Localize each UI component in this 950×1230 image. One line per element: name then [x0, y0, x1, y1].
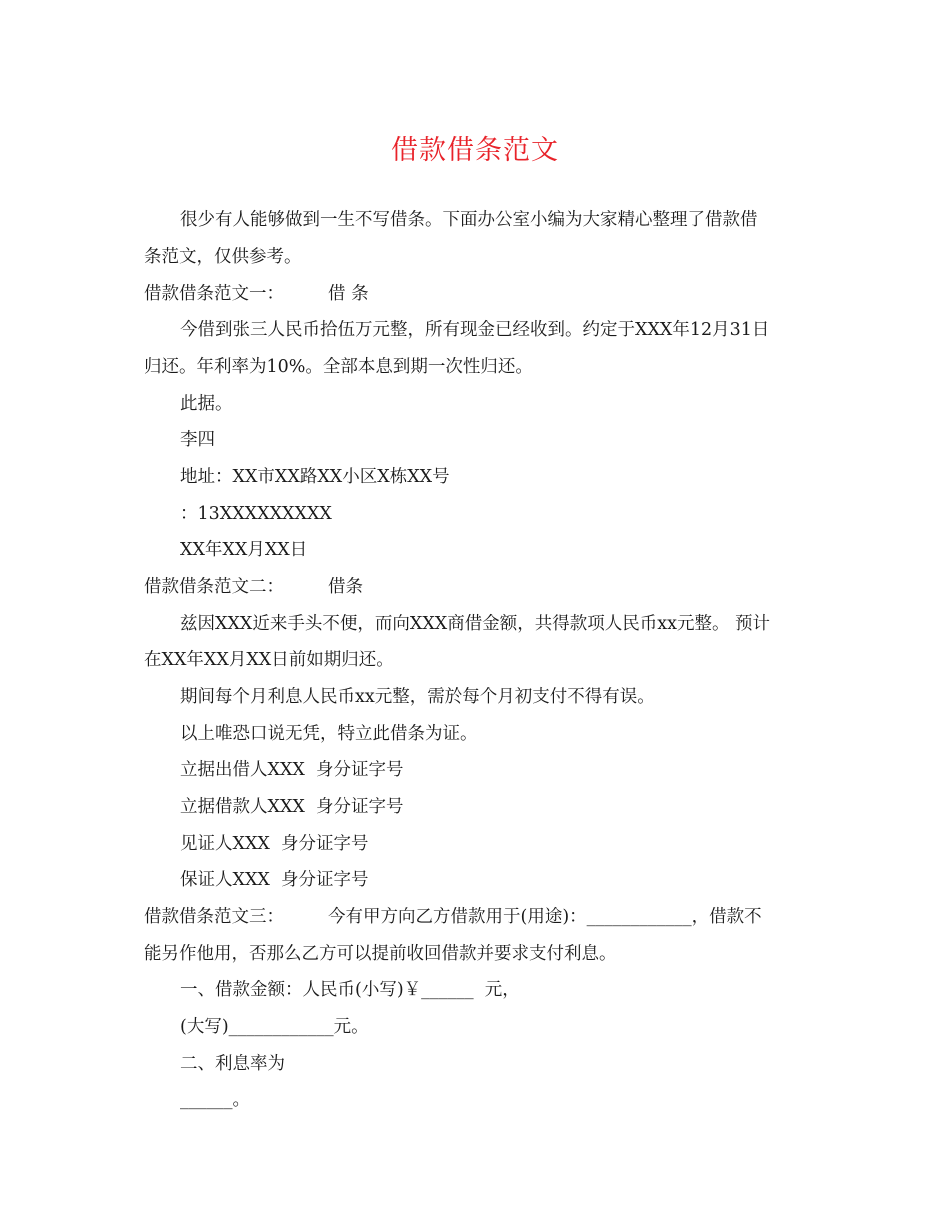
sample-2-heading-row	[144, 575, 824, 599]
sample-1-heading-row	[144, 282, 824, 306]
sample-2-heading: 借款借条范文二：	[144, 577, 284, 597]
sample-3-heading-row	[144, 905, 824, 929]
sample-2-subtitle: 借条	[328, 577, 363, 597]
sample-3-amount-small: 一、借款金额：人民币(小写)￥______ 元，	[180, 980, 520, 1000]
sample-3-rate: 二、利息率为	[180, 1054, 285, 1074]
sample-2-witness: 见证人XXX 身分证字号	[180, 834, 369, 854]
sample-1-phone: ：13XXXXXXXXX	[180, 504, 332, 524]
sample-2-borrower: 立据借款人XXX 身分证字号	[180, 797, 404, 817]
sample-1-subtitle: 借 条	[328, 284, 369, 304]
sample-3-amount-big: (大写)____________元。	[180, 1017, 369, 1037]
sample-2-issuer: 立据出借人XXX 身分证字号	[180, 760, 404, 780]
intro-line-2: 条范文，仅供参考。	[144, 247, 302, 267]
intro-line-1: 很少有人能够做到一生不写借条。下面办公室小编为大家精心整理了借款借	[180, 210, 758, 230]
sample-1-body-line-2: 归还。年利率为10%。全部本息到期一次性归还。	[144, 357, 533, 377]
sample-1-name: 李四	[180, 430, 215, 450]
sample-3-body-line-2: 能另作他用，否那么乙方可以提前收回借款并要求支付利息。	[144, 944, 617, 964]
sample-2-proof: 以上唯恐口说无凭，特立此借条为证。	[180, 724, 478, 744]
sample-2-body-line-1: 兹因XXX近来手头不便，而向XXX商借金额，共得款项人民币xx元整。 预计	[180, 614, 771, 634]
sample-1-body-line-1: 今借到张三人民币拾伍万元整，所有现金已经收到。约定于XXX年12月31日	[180, 320, 770, 340]
document-title: 借款借条范文	[391, 135, 559, 166]
sample-1-address: 地址：XX市XX路XX小区X栋XX号	[180, 467, 450, 487]
sample-3-heading: 借款借条范文三：	[144, 907, 284, 927]
sample-1-heading: 借款借条范文一：	[144, 284, 284, 304]
sample-2-interest: 期间每个月利息人民币xx元整，需於每个月初支付不得有误。	[180, 687, 655, 707]
sample-2-body-line-2: 在XX年XX月XX日前如期归还。	[144, 650, 394, 670]
sample-2-guarantor: 保证人XXX 身分证字号	[180, 870, 369, 890]
sample-3-body-line-1: 今有甲方向乙方借款用于(用途)：____________，借款不	[328, 907, 762, 927]
sample-3-rate-blank: ______。	[180, 1090, 250, 1110]
sample-1-date: XX年XX月XX日	[180, 540, 308, 560]
sample-1-ci-ju: 此据。	[180, 394, 233, 414]
